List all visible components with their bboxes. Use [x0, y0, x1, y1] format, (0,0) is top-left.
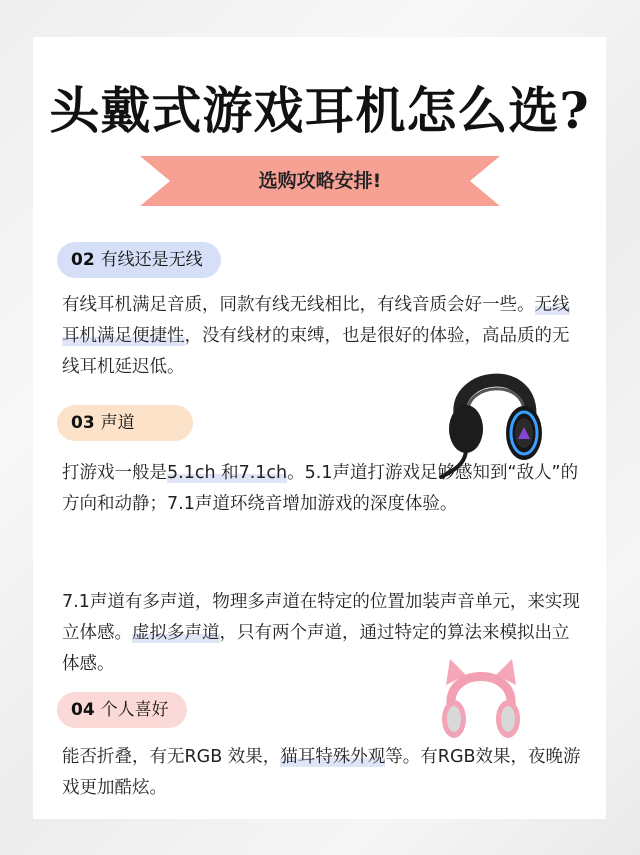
section-heading-channels [57, 405, 193, 441]
text: 有线耳机满足音质，同款有线无线相比，有线音质会好一些。 [62, 295, 535, 315]
highlight-text: 5.1ch 和7.1ch [167, 463, 288, 483]
section-heading-preference [57, 692, 187, 728]
section-title: 声道 [100, 413, 135, 433]
article-card [33, 37, 606, 819]
highlight-text: 猫耳特殊外观 [280, 747, 386, 767]
section-number: 02 [71, 250, 95, 270]
section-heading-wired-wireless [57, 242, 221, 278]
pink-cat-ear-headset-icon [436, 655, 526, 747]
highlight-text: 无线耳机满足便捷性 [62, 295, 570, 346]
text: 能否折叠，有无RGB 效果， [62, 747, 281, 767]
ribbon-text: 选购攻略安排! [258, 170, 382, 192]
ribbon-banner [140, 156, 500, 206]
text: ，只有两个声道，通过特定的算法来模拟出立体感。 [62, 623, 570, 674]
paragraph-channels-1 [62, 458, 582, 520]
section-number: 04 [71, 700, 95, 720]
text: 等。有RGB效果，夜晚游戏更加酷炫。 [62, 747, 581, 798]
section-title: 个人喜好 [100, 700, 169, 720]
text: ，没有线材的束缚，也是很好的体验，高品质的无线耳机延迟低。 [62, 326, 570, 377]
text: 打游戏一般是 [62, 463, 167, 483]
section-number: 03 [71, 413, 95, 433]
text: 7.1声道有多声道，物理多声道在特定的位置加装声音单元，来实现立体感。 [62, 592, 580, 643]
text: 。5.1声道打游戏足够感知到“敌人”的方向和动静；7.1声道环绕音增加游戏的深度体验。 [62, 463, 579, 514]
section-title: 有线还是无线 [100, 250, 203, 270]
paragraph-preference [62, 742, 582, 804]
highlight-text: 虚拟多声道 [132, 623, 220, 643]
page-title: 头戴式游戏耳机怎么选? [49, 81, 590, 140]
